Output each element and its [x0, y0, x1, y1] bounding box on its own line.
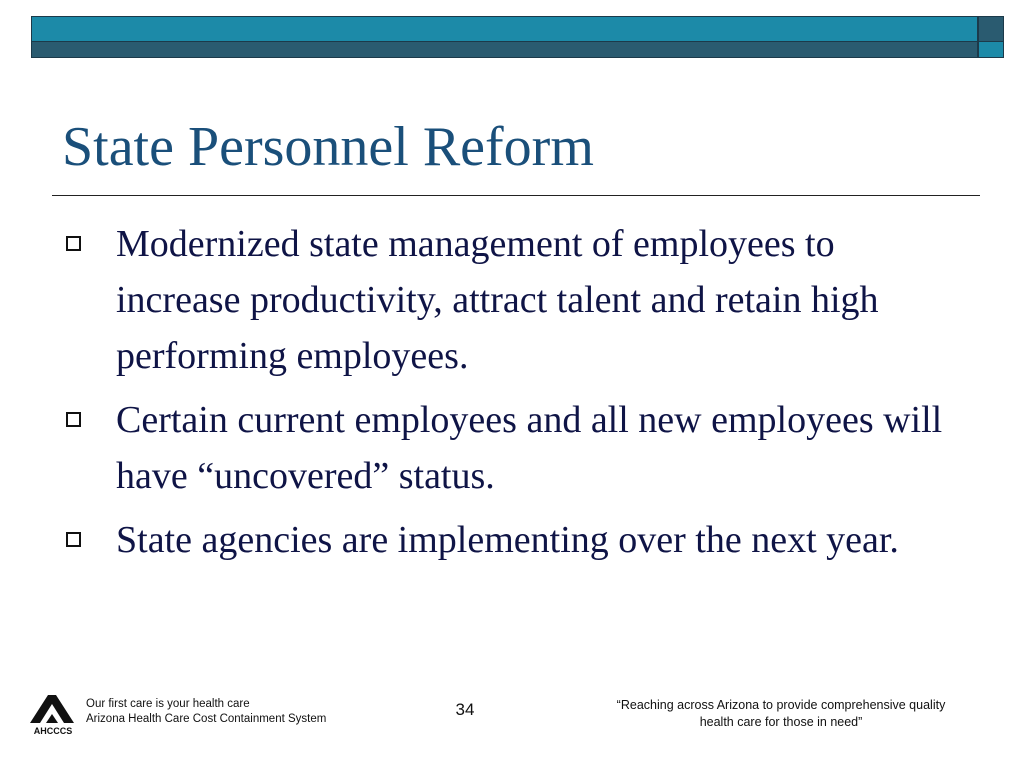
slide-title: State Personnel Reform — [62, 116, 594, 178]
header-bar — [31, 16, 978, 42]
page-number: 34 — [455, 700, 475, 719]
bullet-item — [62, 392, 962, 504]
square-bullet-icon — [66, 236, 81, 251]
footer-quote-line2: health care for those in need” — [699, 715, 863, 729]
title-divider — [52, 195, 980, 196]
logo-text: AHCCCS — [33, 726, 73, 736]
footer-tagline-line1: Our first care is your health care — [86, 698, 250, 710]
footer-tagline-line2: Arizona Health Care Cost Containment System — [86, 713, 327, 725]
bullet-text: Modernized state management of employees to increase productivity, attract talent and retain high performing employees. — [116, 223, 879, 377]
bullet-text: State agencies are implementing over the next year. — [116, 519, 899, 561]
footer-tagline — [86, 697, 326, 727]
bullet-text: Certain current employees and all new employees will have “uncovered” status. — [116, 399, 943, 497]
ahcccs-logo — [26, 690, 80, 736]
bullet-item — [62, 512, 962, 568]
square-bullet-icon — [66, 412, 81, 427]
bullet-list — [62, 216, 962, 576]
header-corner-bottom — [978, 42, 1004, 58]
footer-quote — [586, 697, 976, 731]
header-bar-lower — [31, 42, 978, 58]
bullet-item — [62, 216, 962, 384]
footer-quote-line1: “Reaching across Arizona to provide comprehensive quality — [616, 698, 946, 712]
square-bullet-icon — [66, 532, 81, 547]
header-corner-top — [978, 16, 1004, 42]
